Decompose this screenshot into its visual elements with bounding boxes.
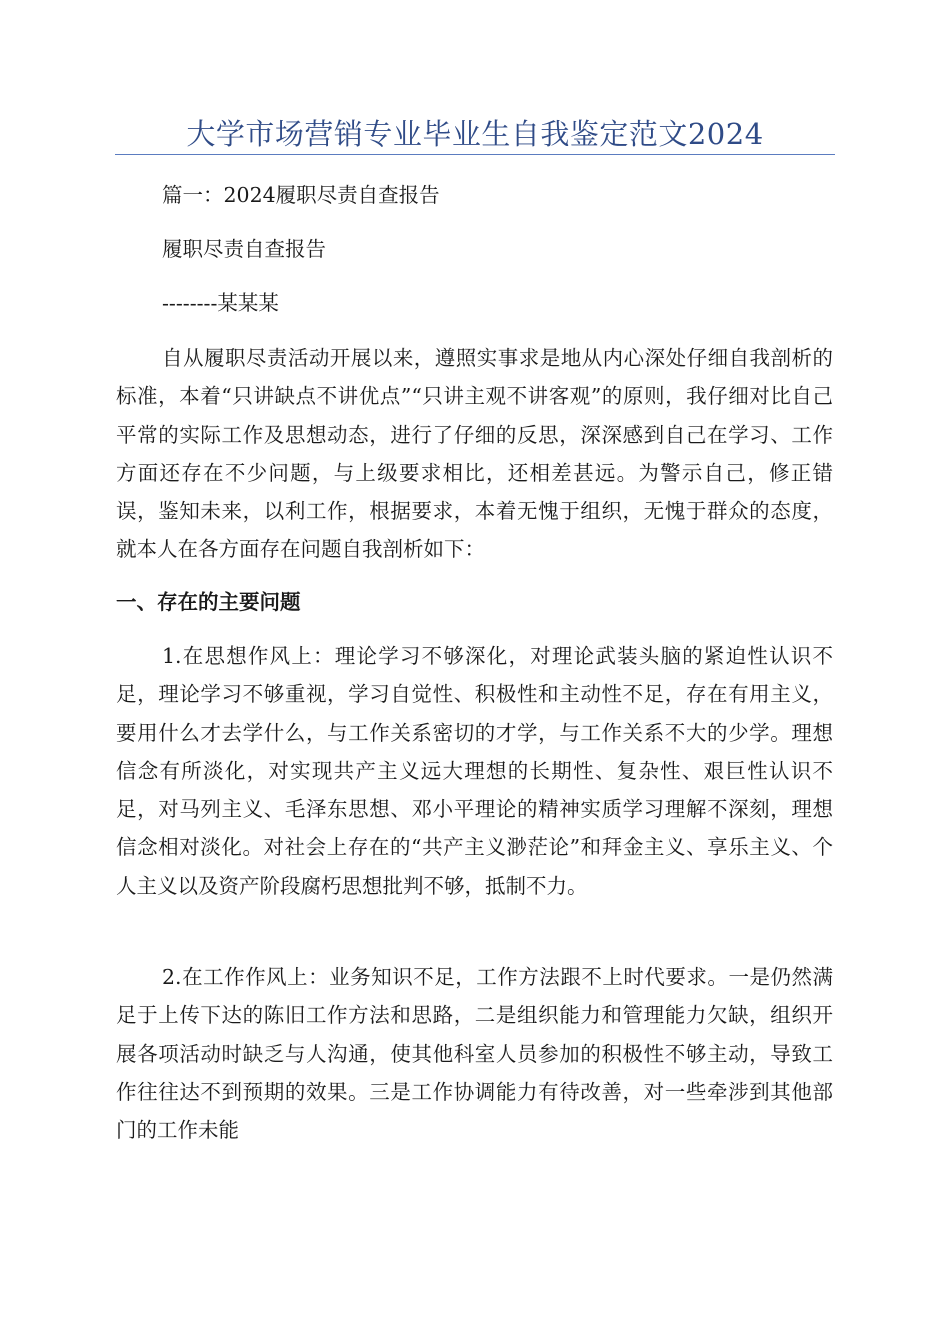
document-title: 大学市场营销专业毕业生自我鉴定范文2024 bbox=[186, 117, 764, 151]
author-line: --------某某某 bbox=[162, 291, 279, 315]
report-title: 履职尽责自查报告 bbox=[162, 237, 326, 261]
section-heading: 一、存在的主要问题 bbox=[116, 590, 301, 614]
intro-paragraph: 自从履职尽责活动开展以来，遵照实事求是地从内心深处仔细自我剖析的标准，本着“只讲缺点不讲优点”“只讲主观不讲客观”的原则，我仔细对比自己平常的实际工作及思想动态，进行了仔细的反思，深深感到自己在学习、工作方面还存在不少问题，与上级要求相比，还相差甚远。为警示自己，修正错误，鉴知未来，以利工作，根据要求，本着无愧于组织，无愧于群众的态度，就本人在各方面存在问题自我剖析如下： bbox=[116, 346, 833, 562]
title-underline bbox=[115, 154, 835, 155]
subtitle: 篇一：2024履职尽责自查报告 bbox=[162, 183, 440, 207]
item-1-paragraph: 1.在思想作风上：理论学习不够深化，对理论武装头脑的紧迫性认识不足，理论学习不够重视，学习自觉性、积极性和主动性不足，存在有用主义，要用什么才去学什么，与工作关系密切的才学，与工作关系不大的少学。理想信念有所淡化，对实现共产主义远大理想的长期性、复杂性、艰巨性认识不足，对马列主义、毛泽东思想、邓小平理论的精神实质学习理解不深刻，理想信念相对淡化。对社会上存在的“共产主义渺茫论”和拜金主义、享乐主义、个人主义以及资产阶段腐朽思想批判不够，抵制不力。 bbox=[116, 644, 833, 898]
item-2-paragraph: 2.在工作作风上：业务知识不足，工作方法跟不上时代要求。一是仍然满足于上传下达的陈旧工作方法和思路，二是组织能力和管理能力欠缺，组织开展各项活动时缺乏与人沟通，使其他科室人员参加的积极性不够主动，导致工作往往达不到预期的效果。三是工作协调能力有待改善，对一些牵涉到其他部门的工作未能 bbox=[116, 965, 833, 1143]
